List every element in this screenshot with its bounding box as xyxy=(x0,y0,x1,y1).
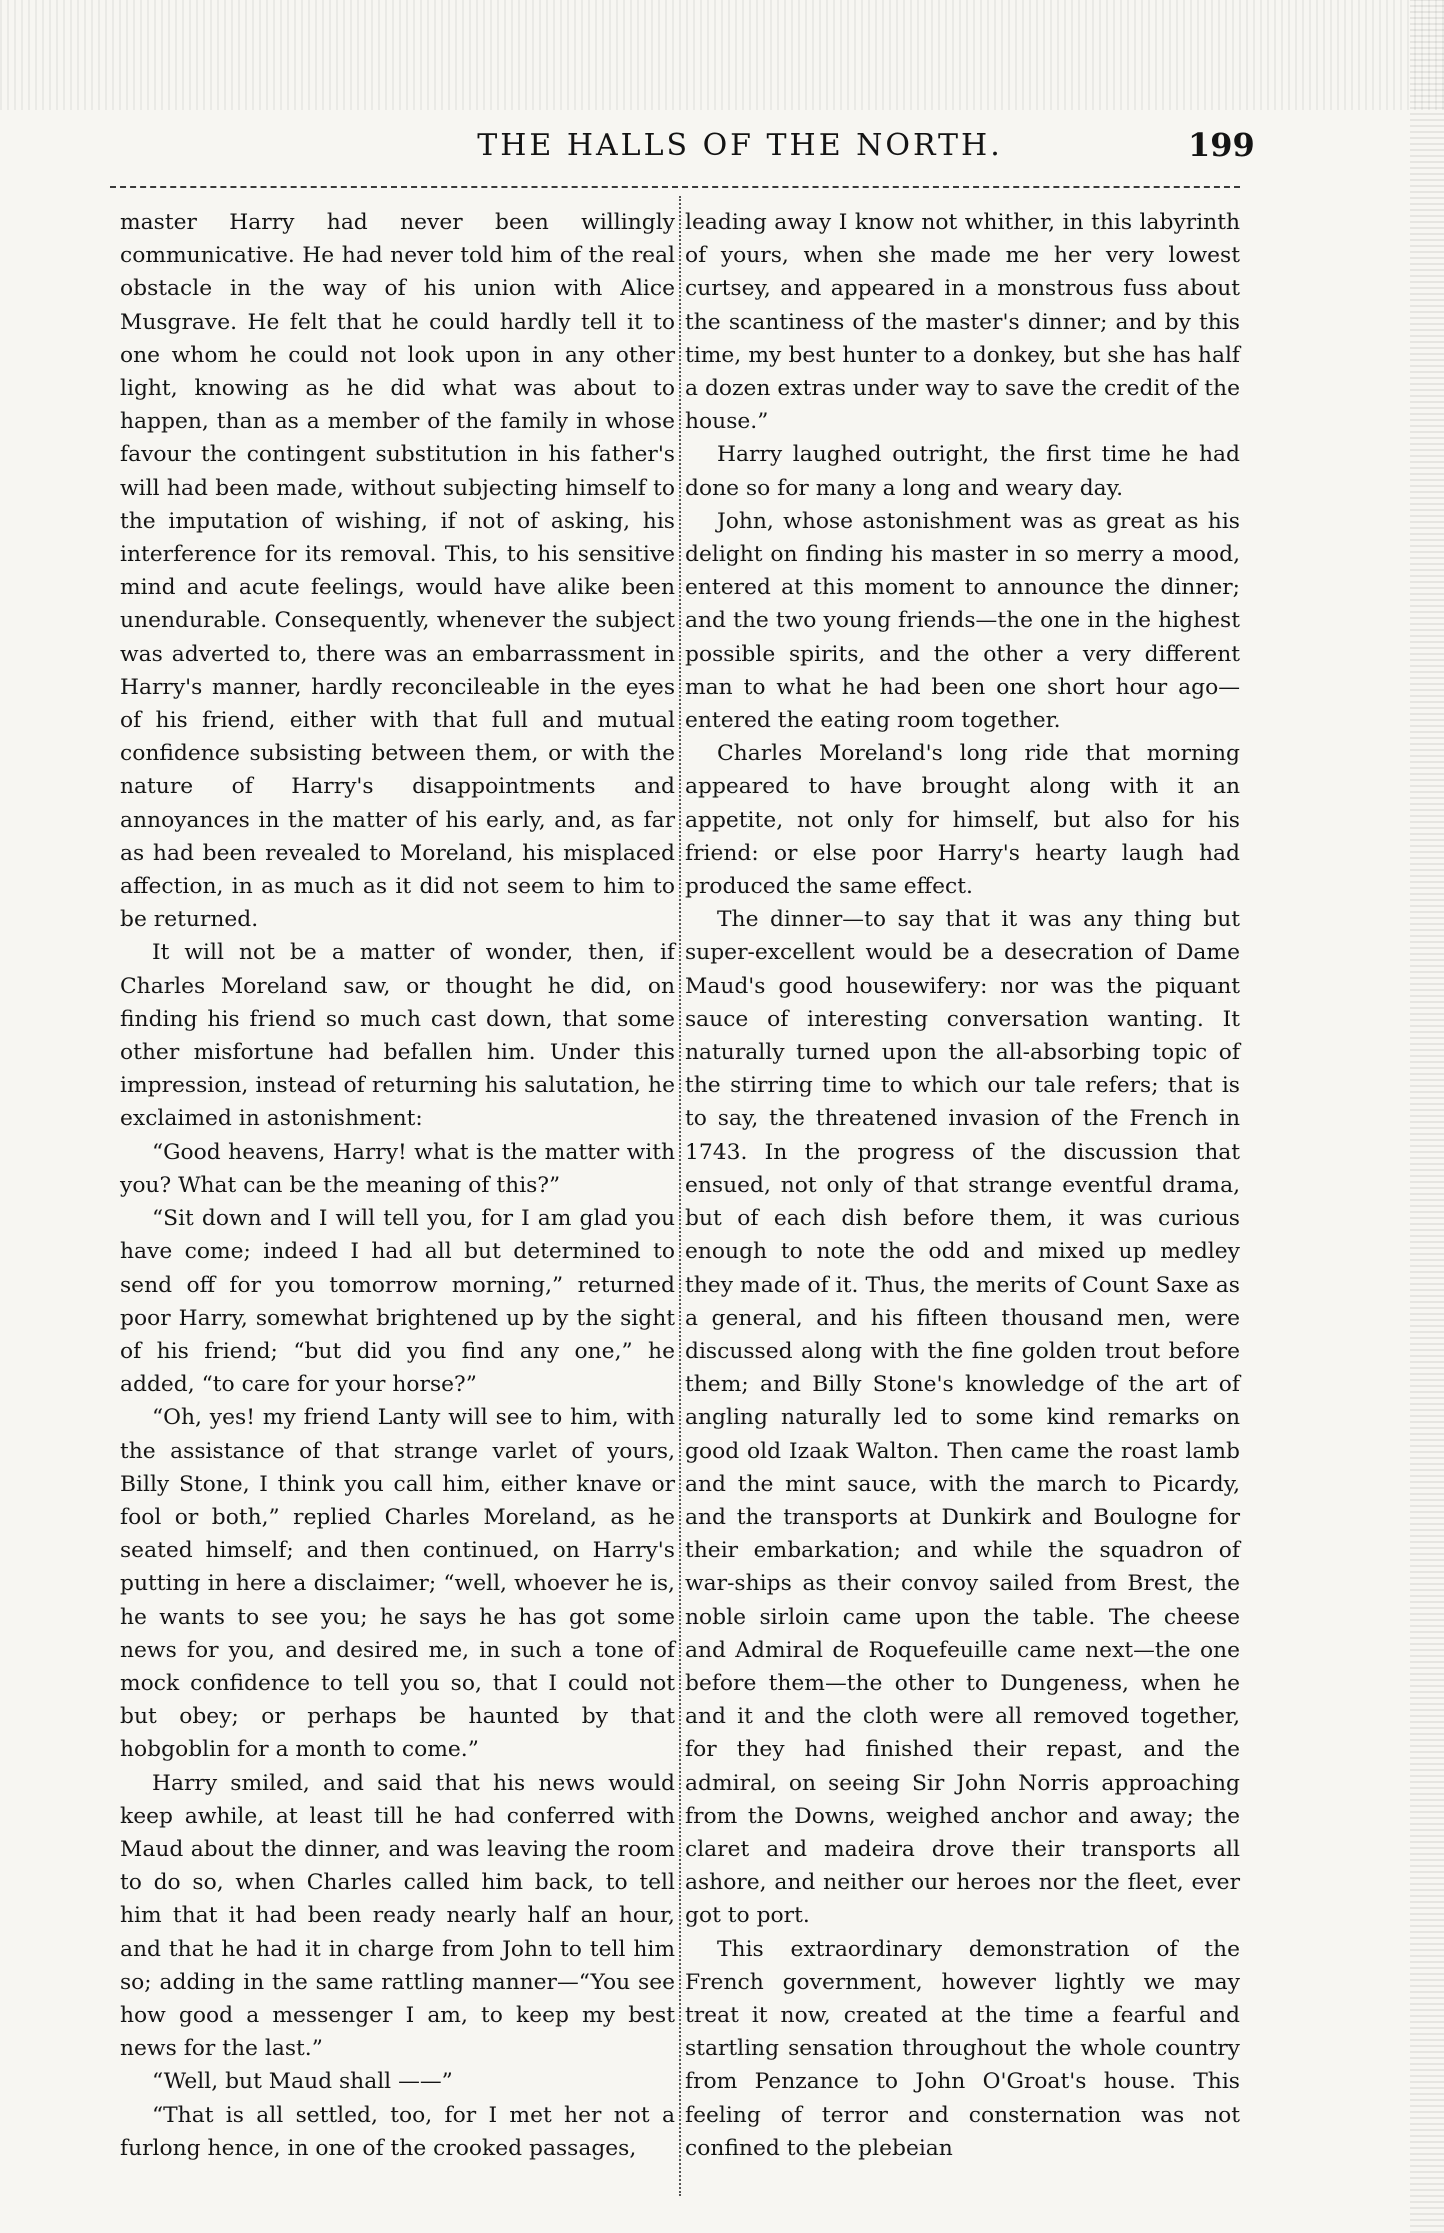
paragraph: leading away I know not whither, in this labyrinth of yours, when she made me her very lowest curtsey, and appeared in a monstrous fuss about the scantiness of the master's dinner; and by this time, my best hunter to a donkey, but she has half a dozen extras under way to save the credit of the house.” xyxy=(685,210,1240,435)
paragraph: John, whose astonishment was as great as his delight on finding his master in so merry a mood, entered at this moment to announce the dinner; and the two young friends—the one in the highest possible spirits, and the other a very different man to what he had been one short hour ago—entered the eating room together. xyxy=(685,508,1240,734)
scan-noise-top xyxy=(0,0,1444,110)
paragraph: Harry smiled, and said that his news would keep awhile, at least till he had conferred with Maud about the dinner, and was leaving the room to do so, when Charles called him back, to tell him that it had been ready nearly half an hour, and that he had it in charge from John to tell him so; adding in the same rattling manner—“You see how good a messenger I am, to keep my best news for the last.” xyxy=(120,1770,675,2062)
paragraph: “Sit down and I will tell you, for I am glad you have come; indeed I had all but determined to send off for you tomorrow morning,” returned poor Harry, somewhat brightened up by the sight of his friend; “but did you find any one,” he added, “to care for your horse?” xyxy=(120,1206,675,1398)
paragraph: “Oh, yes! my friend Lanty will see to him, with the assistance of that strange varlet of yours, Billy Stone, I think you call him, either knave or fool or both,” replied Charles Moreland, as he seated himself; and then continued, on Harry's putting in here a disclaimer; “well, whoever he is, he wants to see you; he says he has got some news for you, and desired me, in such a tone of mock confidence to tell you so, that I could not but obey; or perhaps be haunted by that hobgoblin for a month to come.” xyxy=(120,1405,675,1763)
paragraph: It will not be a matter of wonder, then, if Charles Moreland saw, or thought he did, on finding his friend so much cast down, that some other misfortune had befallen him. Under this impression, instead of returning his salutation, he exclaimed in astonishment: xyxy=(120,940,675,1132)
scan-edge-right xyxy=(1410,0,1444,2233)
right-column xyxy=(685,206,1240,2165)
paragraph: master Harry had never been willingly communicative. He had never told him of the real obstacle in the way of his union with Alice Musgrave. He felt that he could hardly tell it to one whom he could not look upon in any other light, knowing as he did what was about to happen, than as a member of the family in whose favour the contingent substitution in his father's will had been made, without subjecting himself to the imputation of wishing, if not of asking, his interference for its removal. This, to his sensitive mind and acute feelings, would have alike been unendurable. Consequently, whenever the subject was adverted to, there was an embarrassment in Harry's manner, hardly reconcileable in the eyes of his friend, either with that full and mutual confidence subsisting between them, or with the nature of Harry's disappointments and annoyances in the matter of his early, and, as far as had been revealed to Moreland, his misplaced affection, in as much as it did not seem to him to be returned. xyxy=(120,210,675,933)
header-rule xyxy=(110,186,1240,188)
running-title: THE HALLS OF THE NORTH. xyxy=(477,128,1003,163)
paragraph: “Well, but Maud shall ——” xyxy=(152,2069,453,2095)
paragraph: This extraordinary demonstration of the French government, however lightly we may treat it now, created at the time a fearful and startling sensation throughout the whole country from Penzance to John O'Groat's house. This feeling of terror and consternation was not confined to the plebeian xyxy=(685,1936,1240,2161)
page-number: 199 xyxy=(1188,126,1255,164)
column-divider xyxy=(679,196,681,2196)
paragraph: Charles Moreland's long ride that morning appeared to have brought along with it an appetite, not only for himself, but also for his friend: or else poor Harry's hearty laugh had produced the same effect. xyxy=(685,741,1240,900)
paragraph: “That is all settled, too, for I met her not a furlong hence, in one of the crooked passages, xyxy=(120,2102,675,2161)
paragraph: “Good heavens, Harry! what is the matter with you? What can be the meaning of this?” xyxy=(120,1139,675,1198)
paragraph: Harry laughed outright, the first time he had done so for many a long and weary day. xyxy=(685,442,1240,501)
left-column xyxy=(120,206,675,2165)
paragraph: The dinner—to say that it was any thing but super-excellent would be a desecration of Dame Maud's good housewifery: nor was the piquant sauce of interesting conversation wanting. It naturally turned upon the all-absorbing topic of the stirring time to which our tale refers; that is to say, the threatened invasion of the French in 1743. In the progress of the discussion that ensued, not only of that strange eventful drama, but of each dish before them, it was curious enough to note the odd and mixed up medley they made of it. Thus, the merits of Count Saxe as a general, and his fifteen thousand men, were discussed along with the fine golden trout before them; and Billy Stone's knowledge of the art of angling naturally led to some kind remarks on good old Izaak Walton. Then came the roast lamb and the mint sauce, with the march to Picardy, and the transports at Dunkirk and Boulogne for their embarkation; and while the squadron of war-ships as their convoy sailed from Brest, the noble sirloin came upon the table. The cheese and Admiral de Roquefeuille came next—the one before them—the other to Dungeness, when he and it and the cloth were all removed together, for they had finished their repast, and the admiral, on seeing Sir John Norris approaching from the Downs, weighed anchor and away; the claret and madeira drove their transports all ashore, and neither our heroes nor the fleet, ever got to port. xyxy=(685,907,1240,1929)
